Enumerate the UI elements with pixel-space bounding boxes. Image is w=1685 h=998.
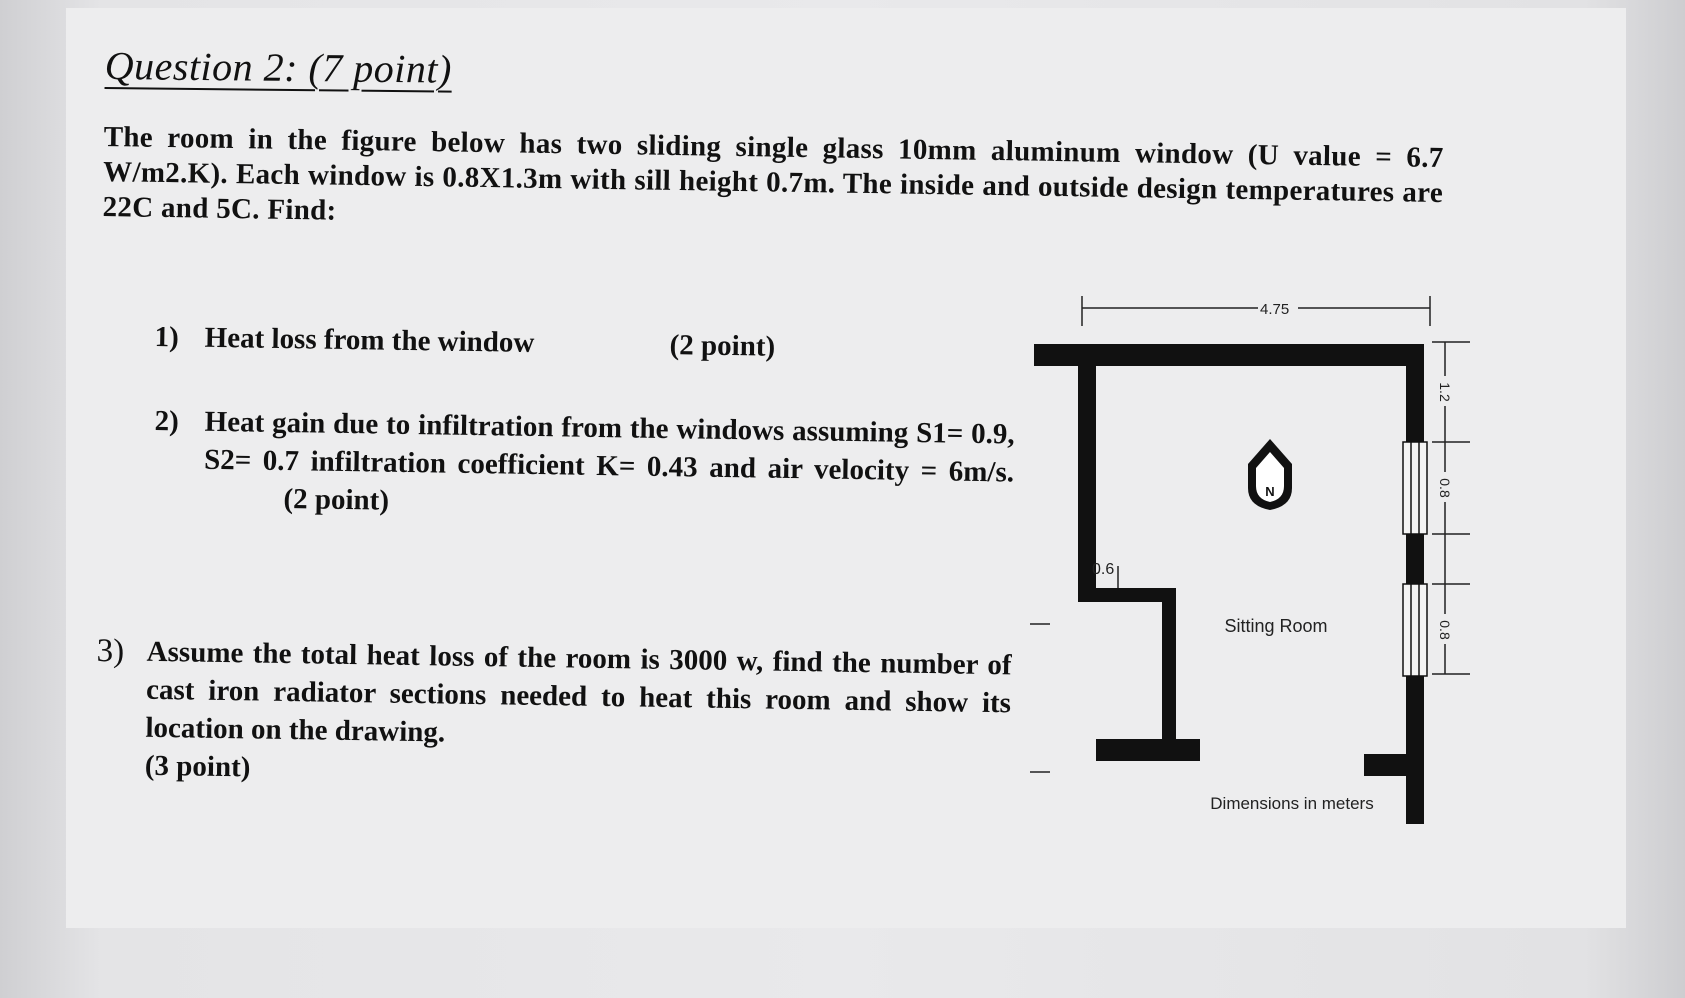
item-points: (2 point): [283, 483, 390, 517]
dimension-right-top-label: 1.2: [1437, 382, 1453, 402]
dimension-width-label: 4.75: [1260, 301, 1290, 318]
item-number: 3): [96, 632, 125, 670]
item-number: 2): [154, 404, 180, 438]
item-body: [145, 633, 1012, 799]
dimension-right-window2-label: 0.8: [1437, 620, 1453, 640]
item-points: (2 point): [669, 329, 776, 363]
item-points: (3 point): [144, 749, 251, 784]
room-label: Sitting Room: [1224, 616, 1328, 636]
question-intro: The room in the figure below has two sliding single glass 10mm aluminum window (U value = 6.7 W/m2.K). Each window is 0.8X1.3m with sill height 0.7m. The inside and outside design temperatures are 22C and 5C. Find:: [102, 120, 1444, 227]
item-text: Heat gain due to infiltration from the windows assuming S1= 0.9, S2= 0.7 infiltration coefficient K= 0.43 and air velocity = 6m/s.: [203, 405, 1015, 489]
dimension-step-label: 0.6: [1092, 561, 1115, 578]
north-arrow-icon: [1248, 439, 1292, 510]
item-number: 1): [154, 320, 180, 354]
item-text: Assume the total heat loss of the room is 3000 w, find the number of cast iron radiator sections needed to heat this room and show its location on the drawing.: [145, 635, 1012, 749]
dimension-width: [1082, 296, 1430, 326]
window-2: [1403, 584, 1427, 676]
dimension-left: [1030, 342, 1050, 772]
floor-plan-drawing: [1030, 296, 1490, 856]
drawing-caption: Dimensions in meters: [1210, 794, 1374, 813]
north-label: N: [1265, 484, 1275, 499]
item-text: Heat loss from the window: [204, 321, 535, 359]
question-title: Question 2: (7 point): [104, 42, 453, 92]
walls: [1034, 344, 1424, 824]
dimension-right-window1-label: 0.8: [1437, 478, 1453, 498]
window-1: [1403, 442, 1427, 534]
item-body: [203, 403, 1015, 530]
